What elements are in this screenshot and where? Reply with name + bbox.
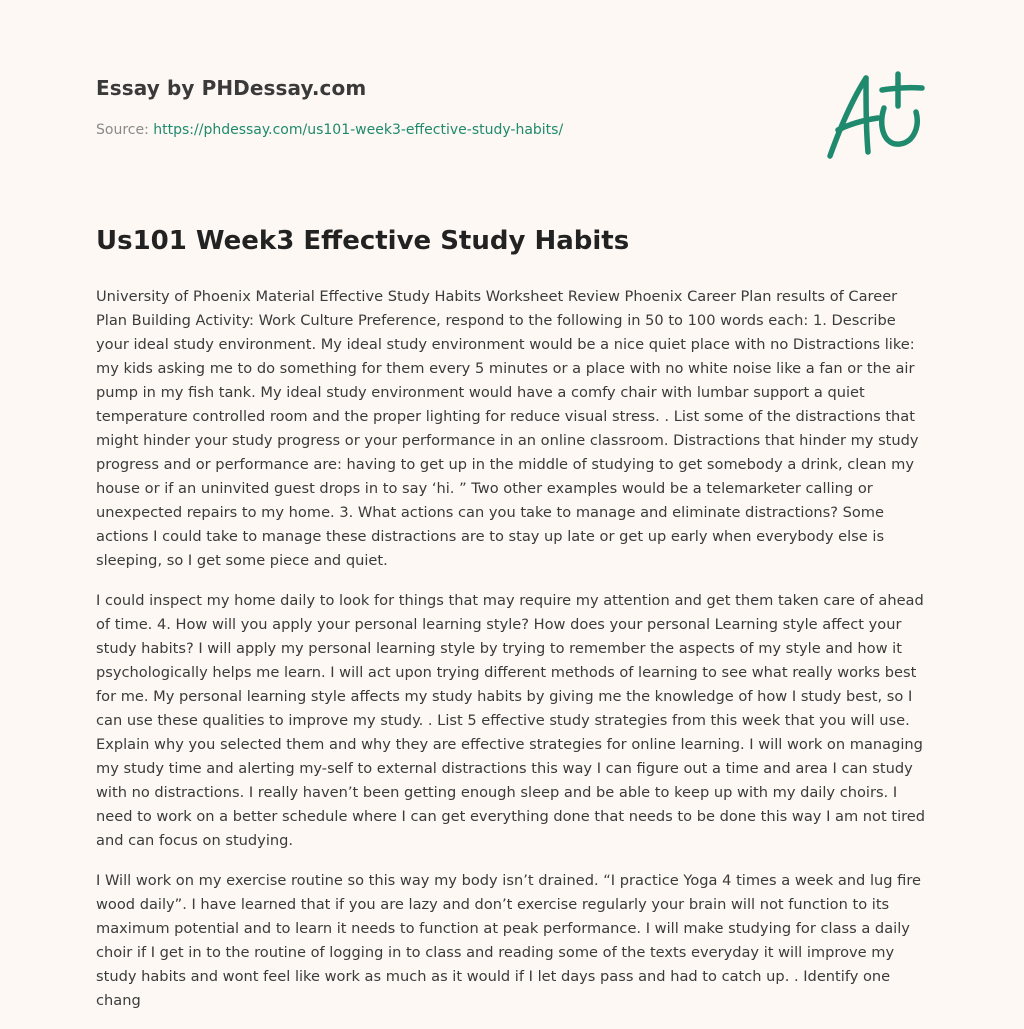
essay-body xyxy=(96,285,926,1029)
essay-header xyxy=(96,76,796,138)
a-plus-logo xyxy=(822,68,928,164)
paragraph: I could inspect my home daily to look for things that may require my attention and get them taken care of ahead of time. 4. How will you apply your personal learning style? How does your personal Learning style affect your study habits? I will apply my personal learning style by trying to remember the aspects of my style and how it psychologically helps me learn. I will act upon trying different methods of learning to see what really works best for me. My personal learning style affects my study habits by giving me the knowledge of how I study best, so I can use these qualities to improve my study. . List 5 effective study strategies from this week that you will use. Explain why you selected them and why they are effective strategies for online learning. I will work on managing my study time and alerting my-self to external distractions this way I can figure out a time and area I can study with no distractions. I really haven’t been getting enough sleep and be able to keep up with my daily choirs. I need to work on a better schedule where I can get everything done that needs to be done this way I am not tired and can focus on studying. xyxy=(96,592,926,849)
brand-title: Essay by PHDessay.com xyxy=(96,76,367,100)
paragraph: I Will work on my exercise routine so this way my body isn’t drained. “I practice Yoga 4 times a week and lug fire wood daily”. I have learned that if you are lazy and don’t exercise regularly your brain will not function to its maximum potential and to learn it needs to function at peak performance. I will make studying for class a daily choir if I get in to the routine of logging in to class and reading some of the texts everyday it will improve my study habits and wont feel like work as much as it would if I let days pass and had to catch up. . Identify one chang xyxy=(96,872,921,1009)
source-label: Source: xyxy=(96,122,154,138)
source-line xyxy=(96,122,796,138)
page-title: Us101 Week3 Effective Study Habits xyxy=(96,226,630,256)
source-link[interactable]: https://phdessay.com/us101-week3-effective-study-habits/ xyxy=(153,122,564,138)
paragraph: University of Phoenix Material Effective Study Habits Worksheet Review Phoenix Career Plan results of Career Plan Building Activity: Work Culture Preference, respond to the following in 50 to 100 words each: 1. Describe your ideal study environment. My ideal study environment would be a nice quiet place with no Distractions like: my kids asking me to do something for them every 5 minutes or a place with no white noise like a fan or the air pump in my fish tank. My ideal study environment would have a comfy chair with lumbar support a quiet temperature controlled room and the proper lighting for reduce visual stress. . List some of the distractions that might hinder your study progress or your performance in an online classroom. Distractions that hinder my study progress and or performance are: having to get up in the middle of studying to get somebody a drink, clean my house or if an uninvited guest drops in to say ‘hi. ” Two other examples would be a telemarketer calling or unexpected repairs to my home. 3. What actions can you take to manage and eliminate distractions? Some actions I could take to manage these distractions are to stay up late or get up early when everybody else is sleeping, so I get some piece and quiet. xyxy=(96,288,919,569)
